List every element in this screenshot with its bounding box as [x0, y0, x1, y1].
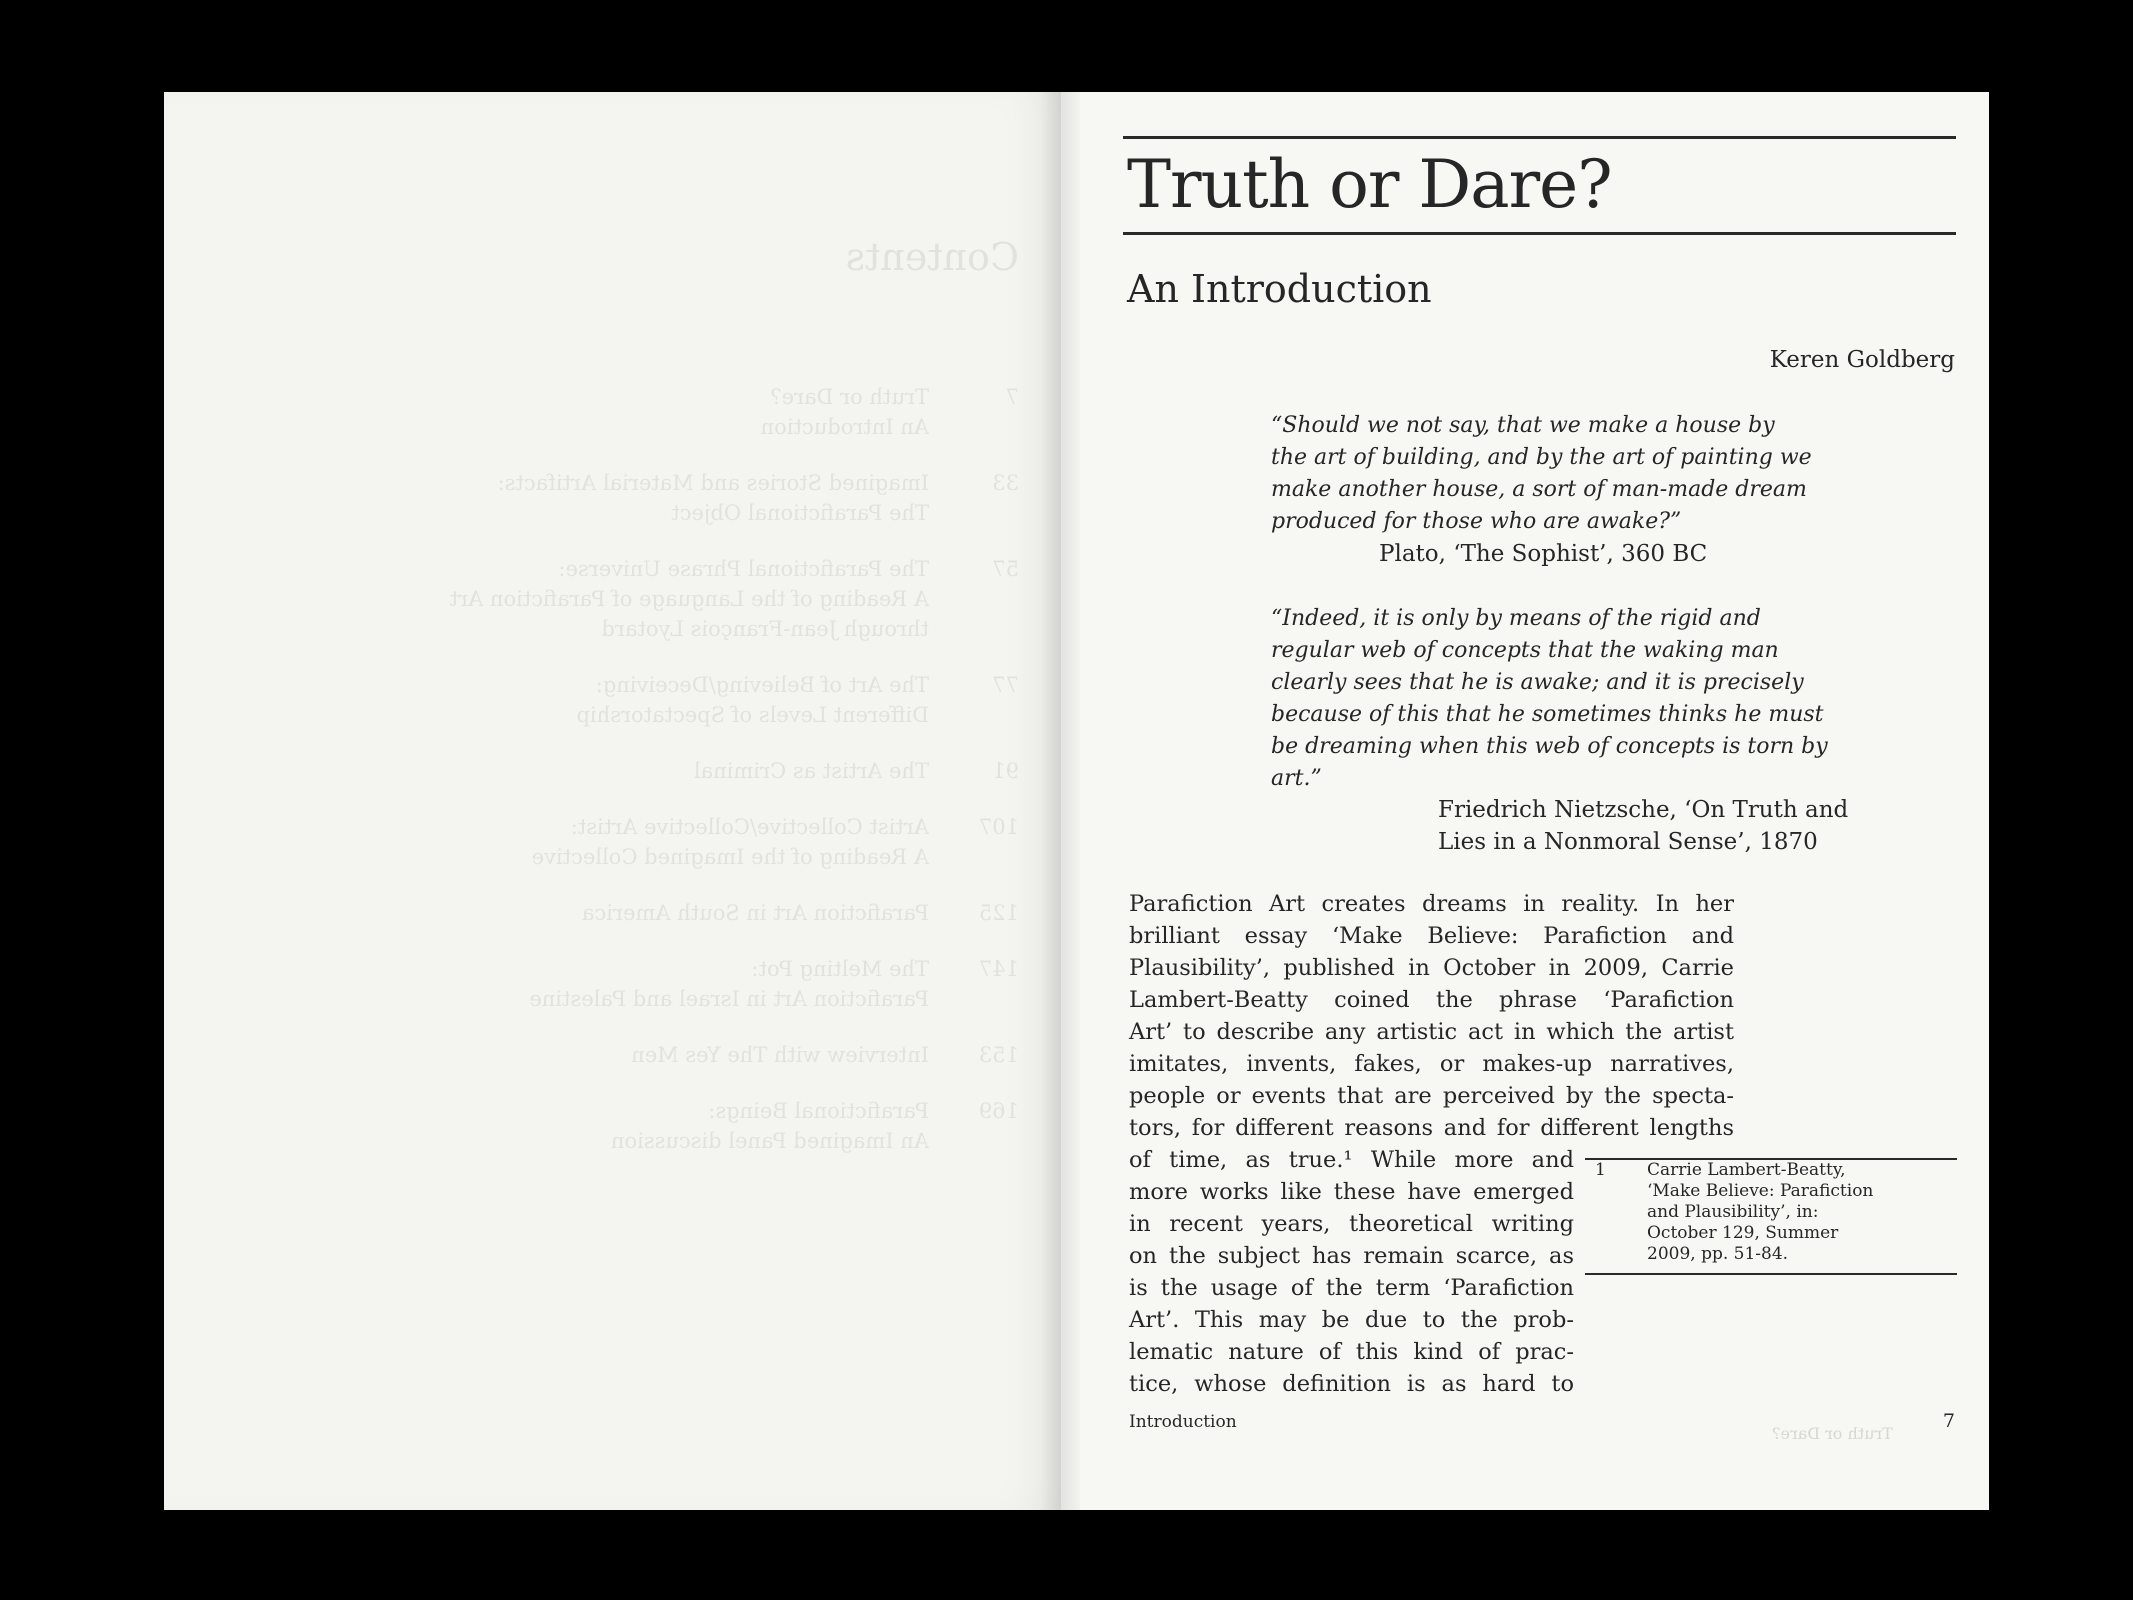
epigraph-nietzsche	[1271, 603, 1961, 795]
attribution-line: Friedrich Nietzsche, ‘On Truth and	[1438, 797, 1849, 823]
body-line: in recent years, theoretical writing	[1129, 1211, 1574, 1237]
chapter-subtitle: An Introduction	[1127, 267, 1432, 311]
footnote-bottom-rule	[1585, 1273, 1957, 1275]
body-line: tors, for different reasons and for different lengths	[1129, 1115, 1734, 1141]
quote-line: the art of building, and by the art of painting we	[1271, 445, 1812, 470]
body-line: on the subject has remain scarce, as	[1129, 1243, 1574, 1269]
body-line: Art’ to describe any artistic act in which the artist	[1129, 1019, 1734, 1045]
show-through-decoration: Truth or Dare?	[1772, 1424, 1893, 1443]
quote-line: make another house, a sort of man-made dream	[1271, 477, 1807, 502]
body-line: tice, whose definition is as hard to	[1129, 1371, 1574, 1397]
page-number: 7	[1942, 1410, 1955, 1432]
quote-line: because of this that he sometimes thinks he must	[1271, 702, 1824, 727]
epigraph-plato	[1271, 410, 1961, 538]
quote-line: produced for those who are awake?”	[1271, 509, 1682, 534]
quote-line: “Should we not say, that we make a house by	[1271, 413, 1775, 438]
running-head: Introduction	[1129, 1412, 1237, 1432]
title-top-rule	[1123, 136, 1956, 139]
footnote-line: ‘Make Believe: Parafiction	[1647, 1181, 1874, 1201]
epigraph-nietzsche-attribution	[1438, 794, 1848, 858]
footnote	[1595, 1160, 1955, 1265]
title-bottom-rule	[1123, 232, 1956, 235]
body-line: people or events that are perceived by the specta-	[1129, 1083, 1734, 1109]
epigraph-plato-attribution	[1379, 538, 1707, 570]
body-line: Parafiction Art creates dreams in reality. In her	[1129, 891, 1734, 917]
footnote-line: 2009, pp. 51-84.	[1647, 1244, 1789, 1264]
body-paragraph	[1129, 888, 1734, 1400]
left-page	[164, 92, 1061, 1510]
body-line: brilliant essay ‘Make Believe: Parafiction and	[1129, 923, 1734, 949]
body-line: Plausibility’, published in October in 2009, Carrie	[1129, 955, 1734, 981]
quote-line: regular web of concepts that the waking man	[1271, 638, 1779, 663]
chapter-title: Truth or Dare?	[1127, 146, 1612, 223]
quote-line: “Indeed, it is only by means of the rigid and	[1271, 606, 1761, 631]
author-name: Keren Goldberg	[1769, 347, 1955, 373]
body-line: is the usage of the term ‘Parafiction	[1129, 1275, 1574, 1301]
footnote-line: October 129, Summer	[1647, 1223, 1839, 1243]
body-line: imitates, invents, fakes, or makes-up narratives,	[1129, 1051, 1734, 1077]
quote-line: be dreaming when this web of concepts is torn by	[1271, 734, 1828, 759]
attribution-line: Plato, ‘The Sophist’, 360 BC	[1379, 541, 1708, 567]
right-page	[1061, 92, 1989, 1510]
quote-line: art.”	[1271, 766, 1322, 791]
body-line: Art’. This may be due to the prob-	[1129, 1307, 1574, 1333]
body-line: more works like these have emerged	[1129, 1179, 1574, 1205]
attribution-line: Lies in a Nonmoral Sense’, 1870	[1438, 829, 1818, 855]
footnote-text	[1647, 1160, 1873, 1265]
footnote-line: Carrie Lambert-Beatty,	[1647, 1160, 1846, 1180]
show-through-decoration: Contents 7 Truth or Dare? An Introduction 33 Imagined Stories and Material Artifacts: The Parafictional Object 57 The Parafictional Phrase Universe: A Reading of the Language of Parafiction Art through Jean-François Lyotard 77 The Art of Believing/Deceiving: Different Levels of Spectatorship 91 The Artist as Criminal 107 Artist Collective/Collective Artist: A Reading of the Imagined Collective 125 Parafiction Art in South America 147 The Melting Pot: Parafiction Art in Israel and Palestine 153 Interview with The Yes Men 169 Parafictional Beings: An Imagined Panel discussion	[449, 235, 1019, 1153]
body-line: Lambert-Beatty coined the phrase ‘Parafiction	[1129, 987, 1734, 1013]
footnote-number: 1	[1595, 1160, 1606, 1180]
footnote-line: and Plausibility’, in:	[1647, 1202, 1819, 1222]
body-line: lematic nature of this kind of prac-	[1129, 1339, 1574, 1365]
quote-line: clearly sees that he is awake; and it is precisely	[1271, 670, 1804, 695]
spine-shadow	[1040, 92, 1080, 1510]
body-line: of time, as true.¹ While more and	[1129, 1147, 1574, 1173]
